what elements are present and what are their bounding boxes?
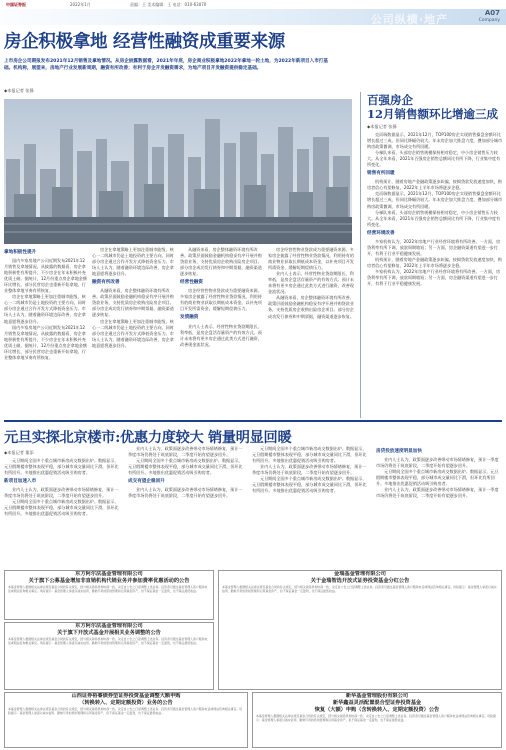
- announcement-3: [218, 570, 502, 690]
- paragraph: 房企经营性物业贷款成为重要融资来源。多家房企披露了经营性物业贷款情况，利用持有的商业物业获取长期低成本资金，以补充项目开发所需资金，缓解短期偿债压力。: [180, 288, 262, 312]
- article-column-4: [268, 247, 354, 417]
- article-column-3: [180, 247, 264, 417]
- announcement-body: 本基金管理人根据相关法律法规及基金合同的有关规定，经与相关销售机构协商一致，决定自公告之日起调整上述业务。投资者可通过基金管理人客户服务电话或网站咨询相关事宜。风险提示：基金管理人承诺以诚实信用、勤勉尽责的原则管理和运用基金资产，但不保证基金一定盈利，也不保证最低收益。: [8, 637, 208, 645]
- paragraph: 元旦期间全国多个重点城市新房成交数据出炉。数据显示，元旦假期楼市整体表现平稳，部分城市成交量同比下滑，但环比有所回升。多地推出优惠促销活动吸引购房者。: [252, 476, 367, 494]
- announcement-body: 本基金管理人根据相关法律法规及基金合同的有关规定，经与相关销售机构协商一致，决定自公告之日起调整上述业务。投资者可通过基金管理人客户服务电话或网站咨询相关事宜。风险提示：基金管理人承诺以诚实信用、勤勉尽责的原则管理和运用基金资产，但不保证基金一定盈利，也不保证最低收益。: [8, 707, 243, 715]
- paragraph: 分梯队来看，头部房企销售规模保持相对稳定，中小房企销售压力较大。从全年来看，2021年百强房企销售总额同比有所下降，行业集中度有所变化。: [367, 150, 501, 168]
- paragraph: 元旦期间全国多个重点城市新房成交数据出炉。数据显示，元旦假期楼市整体表现平稳，部分城市成交量同比下滑，但环比有所回升。多地推出优惠促销活动吸引购房者。: [252, 446, 367, 464]
- paragraph: 国内多家房地产公司近期发布2021年12月销售及拿地情况。从披露的数据看，房企拿地积极性有所提升，不少房企在年末积极补充优质土储。据统计，12月份重点房企拿地金额环比增长，部分民营房企也重新开始拿地，行业整体拿地节奏有所恢复。: [4, 258, 87, 294]
- announcement-1: [4, 570, 214, 620]
- subheading: 成交有望企稳回升: [128, 479, 165, 485]
- page-code: A07: [484, 9, 500, 17]
- paragraph: 元旦期间全国多个重点城市新房成交数据出炉。数据显示，元旦假期楼市整体表现平稳，部分城市成交量同比下滑，但环比有所回升。多地推出优惠促销活动吸引购房者。: [376, 469, 499, 487]
- side-byline: ◆本报记者 张静: [367, 124, 397, 129]
- column-divider: [360, 92, 361, 418]
- story2-column-1: [4, 458, 122, 568]
- announcement-title: 东方阿尔法基金管理有限公司 关于旗下开放式基金开展相关业务调整的公告: [57, 623, 161, 636]
- paragraph: 分梯队来看，头部房企销售规模保持相对稳定，中小房企销售压力较大。从全年来看，2021年百强房企销售总额同比有所下降，行业集中度有所变化。: [367, 209, 501, 227]
- announcement-body: 本基金管理人根据相关法律法规及基金合同的有关规定，经与相关销售机构协商一致，决定自公告之日起调整上述业务。投资者可通过基金管理人客户服务电话或网站咨询相关事宜。风险提示：基金管理人承诺以诚实信用、勤勉尽责的原则管理和运用基金资产，但不保证基金一定盈利，也不保证最低收益。: [222, 585, 497, 593]
- paper-name: 中国证券报: [6, 2, 26, 7]
- side-headline-text: 百强房企 12月销售额环比增逾三成: [367, 93, 499, 121]
- city-skyline-photo: [4, 99, 352, 244]
- main-headline: 房企积极拿地 经营性融资成重要来源: [4, 32, 285, 52]
- subheading: 经营性融资: [180, 280, 203, 286]
- paragraph: 业内人士表示，经营性物业贷款期限长、利率低，是房企盘活存量资产的有效方式。预计未来将有更多房企通过此类方式进行融资，改善现金流状况。: [268, 271, 354, 295]
- paragraph: 机构预计，随着房地产金融政策逐步纠偏，按揭贷款发放速度加快，购房者信心有望修复，2022年上半年市场将逐步企稳。: [367, 179, 502, 191]
- paragraph: 房企在拿地策略上更加注重城市能级，核心一二线城市仍是土地投资的主要方向，同时部分房企通过合作开发方式降低资金压力。市场人士认为，随着融资环境边际改善，房企拿地意愿将逐步回升。: [92, 247, 174, 277]
- paragraph: 元旦期间全国多个重点城市新房成交数据出炉。数据显示，元旦假期楼市整体表现平稳，部分城市成交量同比下滑，但环比有所回升。多地推出优惠促销活动吸引购房者。: [4, 499, 119, 517]
- second-byline: ◆本报记者 董添: [4, 450, 34, 455]
- paragraph: 多家机构认为，2022年房地产行业经营环境将有所改善。一方面，房贷利率有所下调，放款周期缩短；另一方面，房企融资渠道有望进一步打开，有利于行业平稳健康发展。: [367, 238, 501, 256]
- paragraph: 业内人士认为，政策面逐步改善带动市场情绪修复，预计一季度市场仍将处于筑底阶段，二季度开始有望逐步回升。: [128, 446, 243, 458]
- side-column: [367, 132, 503, 418]
- paragraph: 元旦期间全国多个重点城市新房成交数据出炉。数据显示，元旦假期楼市整体表现平稳，部分城市成交量同比下滑，但环比有所回升。多地推出优惠促销活动吸引购房者。: [128, 458, 243, 476]
- paragraph: 从融资来看，房企整体融资环境有所改善。政策层面鼓励金融机构稳妥有序开展并购贷款业务，支持优质房企收购出险房企项目。部分房企成功发行债券和中期票据，融资渠道逐步恢复。: [180, 247, 262, 277]
- subheading: 销售有所回暖: [367, 171, 395, 177]
- subheading: 房贷投放速度明显加快: [376, 449, 422, 454]
- issue-date: 2022年1月: [70, 2, 91, 7]
- paragraph: 业内人士认为，政策面逐步改善带动市场情绪修复，预计一季度市场仍将处于筑底阶段，二季度开始有望逐步回升。: [128, 487, 243, 499]
- page-number: [479, 10, 500, 24]
- paragraph: 元旦期间全国多个重点城市新房成交数据出炉。数据显示，元旦假期楼市整体表现平稳，部分城市成交量同比下滑，但环比有所回升。多地推出优惠促销活动吸引购房者。: [4, 458, 119, 476]
- paragraph: 业内人士认为，政策面逐步改善带动市场情绪修复，预计一季度市场仍将处于筑底阶段，二季度开始有望逐步回升。: [376, 457, 499, 469]
- paragraph: 多家机构认为，2022年房地产行业经营环境将有所改善。一方面，房贷利率有所下调，放款周期缩短；另一方面，房企融资渠道有望进一步打开，有利于行业平稳健康发展。: [367, 268, 501, 287]
- article-column-1: [4, 247, 88, 417]
- paragraph: 业内人士表示，经营性物业贷款期限长、利率低，是房企盘活存量资产的有效方式。预计未来将有更多房企通过此类方式进行融资，改善现金流状况。: [180, 323, 262, 347]
- paragraph: 房企在拿地策略上更加注重城市能级，核心一二线城市仍是土地投资的主要方向，同时部分房企通过合作开发方式降低资金压力。市场人士认为，随着融资环境边际改善，房企拿地意愿将逐步回升。: [92, 318, 174, 348]
- paragraph: 机构预计，随着房地产金融政策逐步纠偏，按揭贷款发放速度加快，购房者信心有望修复，2022年上半年市场将逐步企稳。: [367, 256, 502, 268]
- announcement-title: 金瑞基金管理有限公司 关于金瑞智选开放式证券投资基金分红公告: [310, 571, 410, 584]
- paragraph: 从融资来看，房企整体融资环境有所改善。政策层面鼓励金融机构稳妥有序开展并购贷款业务，支持优质房企收购出险房企项目。部分房企成功发行债券和中期票据，融资渠道逐步恢复。: [268, 295, 354, 319]
- paragraph: 房企经营性物业贷款成为重要融资来源。多家房企披露了经营性物业贷款情况，利用持有的商业物业获取长期低成本资金，以补充项目开发所需资金，缓解短期偿债压力。: [268, 247, 354, 271]
- paragraph: 克而瑞数据显示，2021年12月，TOP100房企实现销售操盘金额环比增长超过三成，但同比降幅仍较大。年末房企加大推盘力度，叠加部分城市购房政策微调，市场成交有所回暖。: [367, 132, 503, 150]
- announcement-title: 东方阿尔法基金管理有限公司 关于旗下公募基金增加非直销机构代销业务并参加费率优惠活动的公告: [28, 571, 190, 584]
- side-headline: [367, 93, 503, 121]
- announcement-5: [252, 692, 502, 748]
- story2-column-3: [252, 446, 370, 568]
- subheading: 经营环境改善: [367, 230, 395, 236]
- paragraph: 克而瑞数据显示，2021年12月，TOP100房企实现销售操盘金额环比增长超过三成，但同比降幅仍较大。年末房企加大推盘力度，叠加部分城市购房政策微调，市场成交有所回暖。: [367, 191, 503, 209]
- subheading: 发债融资: [180, 315, 199, 321]
- subheading: 新项目加速入市: [4, 479, 37, 485]
- paragraph: 房企在拿地策略上更加注重城市能级，核心一二线城市仍是土地投资的主要方向，同时部分房企通过合作开发方式降低资金压力。市场人士认为，随着融资环境边际改善，房企拿地意愿将逐步回升。: [4, 294, 86, 324]
- announcement-title: 新华基金管理股份有限公司 新华鑫益灵活配置混合型证券投资基金 恢复（大额）申购（含转换转入、定期定额投资）公告: [314, 693, 440, 713]
- paragraph: 从融资来看，房企整体融资环境有所改善。政策层面鼓励金融机构稳妥有序开展并购贷款业务，支持优质房企收购出险房企项目。部分房企成功发行债券和中期票据，融资渠道逐步恢复。: [92, 288, 174, 318]
- section-title: 公司纵横·地产: [370, 13, 448, 26]
- story2-column-2: [128, 446, 246, 568]
- page-sub: Company: [478, 18, 500, 23]
- subheading: 拿地积极性提升: [4, 250, 37, 255]
- paragraph: 业内人士认为，政策面逐步改善带动市场情绪修复，预计一季度市场仍将处于筑底阶段，二季度开始有望逐步回升。: [252, 464, 367, 476]
- section-rule: [4, 420, 502, 422]
- paragraph: 国内多家房地产公司近期发布2021年12月销售及拿地情况。从披露的数据看，房企拿地积极性有所提升，不少房企在年末积极补充优质土储。据统计，12月份重点房企拿地金额环比增长，部分民营房企也重新开始拿地，行业整体拿地节奏有所恢复。: [4, 324, 87, 360]
- paragraph: 业内人士认为，政策面逐步改善带动市场情绪修复，预计一季度市场仍将处于筑底阶段，二季度开始有望逐步回升。: [376, 487, 499, 499]
- article-column-2: [92, 247, 176, 417]
- editor-line: 责编：王 美术编辑：王 电话：010-63070: [130, 2, 207, 7]
- byline: ◆本报记者 张静: [4, 88, 34, 93]
- announcement-body: 本基金管理人根据相关法律法规及基金合同的有关规定，经与相关销售机构协商一致，决定自公告之日起调整上述业务。投资者可通过基金管理人客户服务电话或网站咨询相关事宜。风险提示：基金管理人承诺以诚实信用、勤勉尽责的原则管理和运用基金资产，但不保证基金一定盈利，也不保证最低收益。: [8, 585, 208, 593]
- paragraph: 业内人士认为，政策面逐步改善带动市场情绪修复，预计一季度市场仍将处于筑底阶段，二季度开始有望逐步回升。: [4, 487, 119, 499]
- second-headline: 元旦实探北京楼市:优惠力度较大 销量明显回暖: [4, 430, 292, 446]
- announcement-2: [4, 622, 214, 690]
- announcement-title: 山西证券裕睿债券型证券投资基金调整大额申购 （转换转入、定期定额投资）业务的公告: [71, 693, 181, 706]
- announcement-4: [4, 692, 248, 748]
- lead-paragraph: 上市房企公司期报发布2021年12月销售及拿地情况。从房企披露数据看，2021年年底，房企商业积极拿地2022年拿地一轮土地，为2022年新项目入市打基础。机构称，展望来，房地产行业发展新周期，融资有所改善；有利于房企开发融资需求，为地产项目开发融资提供稳定基础。: [4, 59, 328, 72]
- subheading: 融资有所改善: [92, 280, 120, 286]
- announcement-body: 本基金管理人根据相关法律法规及基金合同的有关规定，经与相关销售机构协商一致，决定自公告之日起调整上述业务。投资者可通过基金管理人客户服务电话或网站咨询相关事宜。风险提示：基金管理人承诺以诚实信用、勤勉尽责的原则管理和运用基金资产，但不保证基金一定盈利，也不保证最低收益。: [256, 714, 496, 722]
- story2-column-4: [376, 446, 502, 568]
- masthead-bar: [0, 0, 506, 9]
